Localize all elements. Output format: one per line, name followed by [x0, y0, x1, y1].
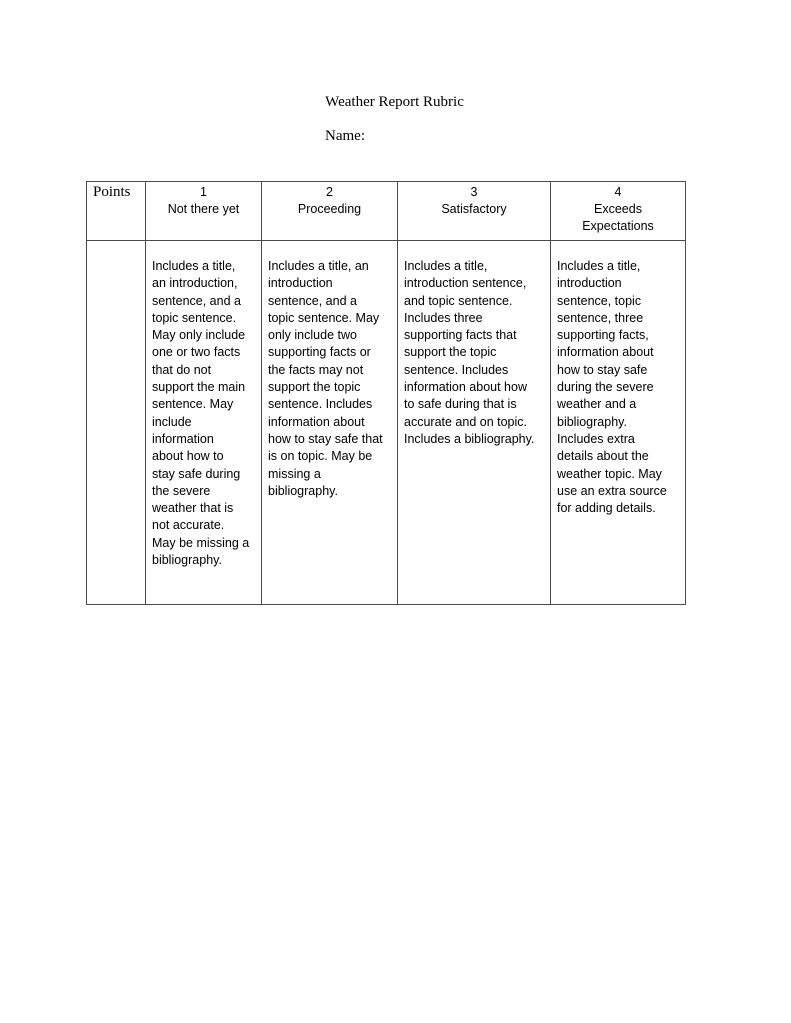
level-label: Not there yet: [167, 202, 240, 216]
level-description-2: Includes a title, an introduction sentence, and a topic sentence. May only include two supporting facts or the facts may not support the topic sentence. Includes information about how to stay safe that is on topic. May be missing a bibliography.: [262, 241, 398, 605]
level-header-3: [398, 182, 551, 241]
level-label: Proceeding: [297, 202, 362, 216]
level-description-3: Includes a title, introduction sentence, and topic sentence. Includes three supporting facts that support the topic sentence. Includes information about how to safe during that is accurate and on topic. Includes a bibliography.: [398, 241, 551, 605]
points-cell: [87, 241, 146, 605]
level-header-2: [262, 182, 398, 241]
level-description-4: Includes a title, introduction sentence, topic sentence, three supporting facts, information about how to stay safe during the severe weather and a bibliography. Includes extra details about the weather topic. May use an extra source for adding details.: [551, 241, 686, 605]
level-header-4: [551, 182, 686, 241]
name-label: Name:: [325, 128, 365, 144]
page-title-text: Weather Report Rubric: [325, 94, 464, 110]
level-header-1: [146, 182, 262, 241]
points-header: Points: [87, 182, 146, 241]
rubric-criteria-row: [87, 241, 686, 605]
level-label: Satisfactory: [441, 202, 507, 216]
level-number: 4: [614, 185, 622, 199]
rubric-table: [86, 181, 686, 605]
level-description-1: Includes a title, an introduction, sentence, and a topic sentence. May only include one or two facts that do not support the main sentence. May include information about how to stay safe during the severe weather that is not accurate. May be missing a bibliography.: [146, 241, 262, 605]
page-title: [0, 93, 791, 111]
level-number: 2: [326, 185, 333, 199]
rubric-header-row: [87, 182, 686, 241]
level-number: 1: [200, 185, 207, 199]
level-label: Exceeds Expectations: [582, 202, 654, 233]
level-number: 3: [470, 185, 478, 199]
